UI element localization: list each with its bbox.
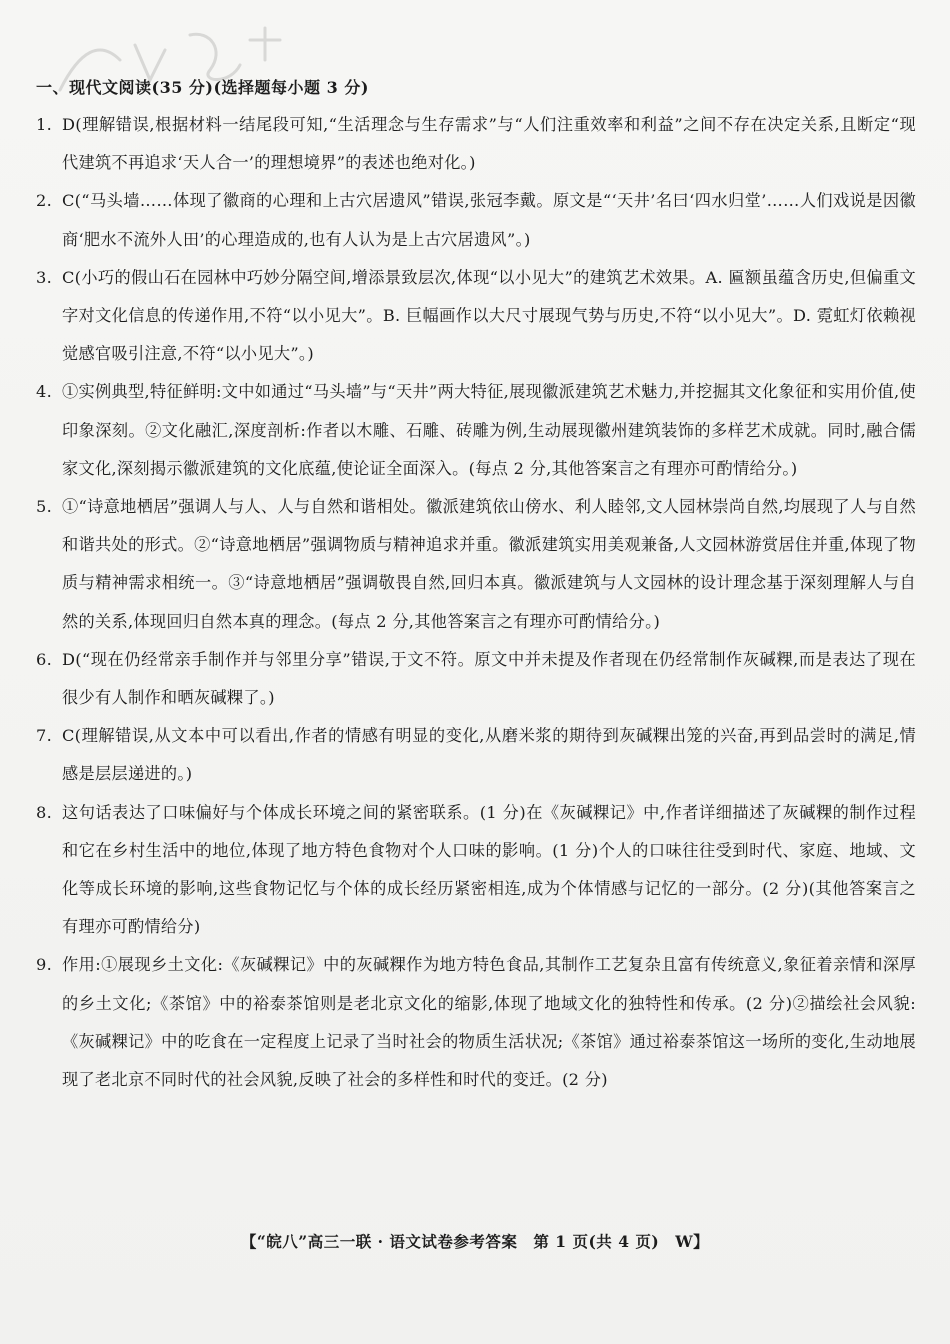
answer-number: 6.	[36, 649, 53, 669]
answer-text: D(“现在仍经常亲手制作并与邻里分享”错误,于文不符。原文中并未提及作者现在仍经常制作灰碱粿,而是表达了现在很少有人制作和晒灰碱粿了。)	[62, 649, 916, 708]
section-title: 一、现代文阅读(35 分)(选择题每小题 3 分)	[36, 78, 369, 97]
answer-text: C(小巧的假山石在园林中巧妙分隔空间,增添景致层次,体现“以小见大”的建筑艺术效果。A. 匾额虽蕴含历史,但偏重文字对文化信息的传递作用,不符“以小见大”。B. 巨幅画作以大尺寸展现气势与历史,不符“以小见大”。D. 霓虹灯依赖视觉感官吸引注意,不符“以小见大”。)	[62, 267, 916, 364]
answer-item-9	[36, 946, 916, 1099]
answer-content	[36, 72, 916, 1099]
answer-text: ①实例典型,特征鲜明:文中如通过“马头墙”与“天井”两大特征,展现徽派建筑艺术魅力,并挖掘其文化象征和实用价值,使印象深刻。②文化融汇,深度剖析:作者以木雕、石雕、砖雕为例,生动展现徽州建筑装饰的多样艺术成就。同时,融合儒家文化,深刻揭示徽派建筑的文化底蕴,使论证全面深入。(每点 2 分,其他答案言之有理亦可酌情给分。)	[62, 382, 916, 478]
answer-number: 4.	[36, 382, 53, 402]
answer-text: C(“马头墙……体现了徽商的心理和上古穴居遗风”错误,张冠李戴。原文是“‘天井’名曰‘四水归堂’……人们戏说是因徽商‘肥水不流外人田’的心理造成的,也有人认为是上古穴居遗风”。)	[62, 191, 916, 249]
answer-number: 5.	[36, 497, 53, 517]
answer-item-2	[36, 182, 916, 258]
answer-number: 7.	[36, 726, 53, 746]
answer-number: 8.	[36, 802, 53, 822]
answer-number: 2.	[36, 191, 53, 211]
answer-number: 1.	[36, 115, 53, 134]
answer-item-7	[36, 717, 916, 793]
answer-text: ①“诗意地栖居”强调人与人、人与自然和谐相处。徽派建筑依山傍水、利人睦邻,文人园林崇尚自然,均展现了人与自然和谐共处的形式。②“诗意地栖居”强调物质与精神追求并重。徽派建筑实用美观兼备,人文园林游赏居住并重,体现了物质与精神需求相统一。③“诗意地栖居”强调敬畏自然,回归本真。徽派建筑与人文园林的设计理念基于深刻理解人与自然的关系,体现回归自然本真的理念。(每点 2 分,其他答案言之有理亦可酌情给分。)	[62, 497, 916, 631]
page-footer: 【“皖八”高三一联 · 语文试卷参考答案 第 1 页(共 4 页) W】	[240, 1232, 710, 1251]
answer-item-1	[36, 106, 916, 182]
answer-item-5	[36, 488, 916, 641]
answer-item-4	[36, 373, 916, 488]
answer-item-6	[36, 641, 916, 717]
answer-item-3	[36, 259, 916, 374]
answer-text: D(理解错误,根据材料一结尾段可知,“生活理念与生存需求”与“人们注重效率和利益”之间不存在决定关系,且断定“现代建筑不再追求‘天人合一’的理想境界”的表述也绝对化。)	[62, 115, 916, 173]
answer-text: 这句话表达了口味偏好与个体成长环境之间的紧密联系。(1 分)在《灰碱粿记》中,作者详细描述了灰碱粿的制作过程和它在乡村生活中的地位,体现了地方特色食物对个人口味的影响。(1 分)个人的口味往往受到时代、家庭、地域、文化等成长环境的影响,这些食物记忆与个体的成长经历紧密相连,成为个体情感与记忆的一部分。(2 分)(其他答案言之有理亦可酌情给分)	[62, 802, 916, 937]
answer-item-8	[36, 794, 916, 947]
answer-number: 3.	[36, 267, 53, 287]
answer-text: 作用:①展现乡土文化:《灰碱粿记》中的灰碱粿作为地方特色食品,其制作工艺复杂且富有传统意义,象征着亲情和深厚的乡土文化;《茶馆》中的裕泰茶馆则是老北京文化的缩影,体现了地域文化的独特性和传承。(2 分)②描绘社会风貌:《灰碱粿记》中的吃食在一定程度上记录了当时社会的物质生活状况;《茶馆》通过裕泰茶馆这一场所的变化,生动地展现了老北京不同时代的社会风貌,反映了社会的多样性和时代的变迁。(2 分)	[62, 955, 916, 1090]
answer-text: C(理解错误,从文本中可以看出,作者的情感有明显的变化,从磨米浆的期待到灰碱粿出笼的兴奋,再到品尝时的满足,情感是层层递进的。)	[62, 726, 916, 784]
answer-number: 9.	[36, 955, 53, 975]
